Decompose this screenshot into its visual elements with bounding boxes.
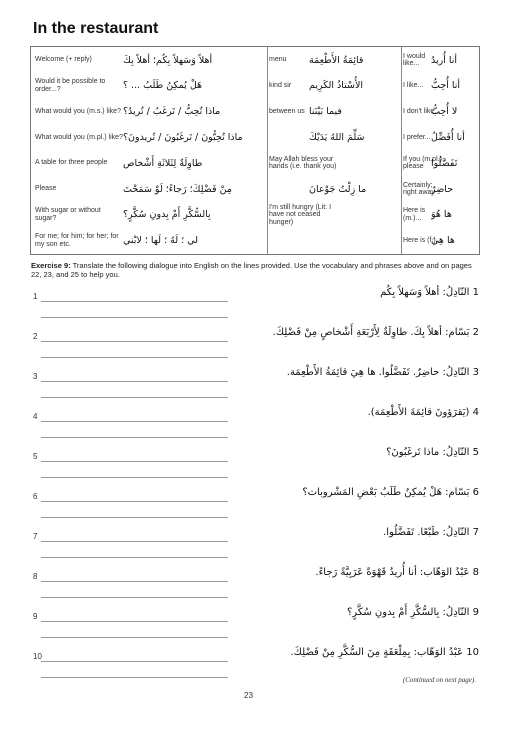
line-number: 7 bbox=[33, 532, 38, 541]
page-title: In the restaurant bbox=[33, 20, 159, 37]
line-number: 6 bbox=[33, 492, 38, 501]
answer-line[interactable] bbox=[41, 477, 228, 478]
dialogue-line bbox=[31, 323, 479, 363]
answer-line[interactable] bbox=[41, 461, 228, 462]
arabic-phrase: لا أُحِبُّ bbox=[431, 106, 458, 118]
english-phrase: I like... bbox=[403, 82, 424, 90]
english-phrase: between us bbox=[269, 107, 305, 115]
english-phrase: What would you (m.pl.) like? bbox=[35, 133, 123, 141]
answer-line[interactable] bbox=[41, 621, 228, 622]
arabic-phrase: قائِمَةُ الأَطْعِمَة bbox=[309, 54, 364, 66]
arabic-phrase: ماذا تُحِبُّونَ / تَرغَبُونَ / تُريدونَ؟ bbox=[123, 131, 243, 143]
english-phrase: Here is (m.)... bbox=[403, 207, 426, 222]
english-phrase: What would you (m.s.) like? bbox=[35, 107, 121, 115]
english-phrase: Would it be possible to order...? bbox=[35, 78, 106, 93]
english-phrase: Certainly; right away bbox=[403, 181, 435, 196]
dialogue-line bbox=[31, 283, 479, 323]
answer-line[interactable] bbox=[41, 541, 228, 542]
table-row bbox=[31, 99, 479, 125]
arabic-phrase: طاوِلَةٌ لِثَلاثَةِ أَشْخاص bbox=[123, 157, 203, 169]
line-number: 8 bbox=[33, 572, 38, 581]
answer-line[interactable] bbox=[41, 397, 228, 398]
dialogue-line bbox=[31, 603, 479, 643]
arabic-phrase: ما زِلْتُ جَوْعانَ bbox=[309, 183, 367, 195]
answer-line[interactable] bbox=[41, 357, 228, 358]
answer-line[interactable] bbox=[41, 597, 228, 598]
exercise-label: Exercise 9: bbox=[31, 261, 71, 270]
answer-line[interactable] bbox=[41, 317, 228, 318]
line-number: 3 bbox=[33, 372, 38, 381]
line-number: 2 bbox=[33, 332, 38, 341]
dialogue-line bbox=[31, 483, 479, 523]
answer-line[interactable] bbox=[41, 517, 228, 518]
table-row bbox=[31, 47, 479, 73]
arabic-phrase: ها هِيَ bbox=[431, 235, 455, 247]
table-row bbox=[31, 228, 479, 254]
arabic-dialogue-text: 7 النّادِلُ: طَبْعًا. تَفَضَّلُوا. bbox=[383, 527, 479, 538]
line-number: 10 bbox=[33, 652, 42, 661]
page-number: 23 bbox=[244, 691, 253, 700]
vocabulary-table bbox=[30, 46, 480, 255]
answer-line[interactable] bbox=[41, 421, 228, 422]
arabic-phrase: أنا أُريدُ bbox=[431, 54, 458, 66]
answer-line[interactable] bbox=[41, 501, 228, 502]
english-phrase: Please bbox=[35, 185, 57, 193]
answer-line[interactable] bbox=[41, 581, 228, 582]
arabic-dialogue-text: 3 النّادِلُ: حاضِرٌ. تَفَضَّلُوا. ها هِيَ قائِمَةُ الأَطْعِمَة. bbox=[286, 367, 479, 378]
english-phrase: I would like... bbox=[403, 52, 426, 67]
arabic-dialogue-text: 5 النّادِلُ: ماذا تَرغَبُونَ؟ bbox=[386, 447, 479, 458]
line-number: 4 bbox=[33, 412, 38, 421]
arabic-dialogue-text: 8 عَبْدُ الوَهّاب: أنا أُريدُ قَهْوَةً عَرَبِيَّةً رَجاءً. bbox=[315, 567, 479, 578]
arabic-phrase: أهلاً وَسَهلاً بِكُم؛ أهلاً بِكَ bbox=[123, 54, 213, 66]
dialogue-line bbox=[31, 443, 479, 483]
english-phrase: menu bbox=[269, 56, 287, 64]
line-number: 5 bbox=[33, 452, 38, 461]
arabic-phrase: هَلْ يُمكِنُ طَلَبُ ... ؟ bbox=[123, 80, 203, 92]
arabic-phrase: ماذا تُحِبُّ / تَرغَبُ / تُريدُ؟ bbox=[123, 106, 221, 118]
table-row bbox=[31, 150, 479, 176]
english-phrase: Welcome (+ reply) bbox=[35, 56, 92, 64]
table-row bbox=[31, 202, 479, 228]
line-number: 9 bbox=[33, 612, 38, 621]
answer-line[interactable] bbox=[41, 341, 228, 342]
dialogue-line bbox=[31, 363, 479, 403]
english-phrase: kind sir bbox=[269, 82, 292, 90]
arabic-dialogue-text: 9 النّادِلُ: بِالسُّكَّرِ أَمْ بِدونِ سُكَّرٍ؟ bbox=[347, 607, 479, 618]
english-phrase: If you (m.pl.) please bbox=[403, 155, 442, 171]
table-row bbox=[31, 73, 479, 99]
english-phrase: For me; for him; for her; for my son etc. bbox=[35, 233, 119, 248]
arabic-phrase: أنا أُفَضِّلُ bbox=[431, 131, 465, 143]
continued-note: (Continued on next page). bbox=[402, 676, 476, 684]
arabic-phrase: أنا أُحِبُّ bbox=[431, 80, 461, 92]
arabic-phrase: ها هُوَ bbox=[431, 209, 452, 221]
arabic-phrase: فيما بَيْنَنا bbox=[309, 106, 342, 118]
english-phrase: With sugar or without sugar? bbox=[35, 207, 101, 222]
arabic-phrase bbox=[309, 150, 402, 176]
answer-line[interactable] bbox=[41, 557, 228, 558]
dialogue-line bbox=[31, 403, 479, 443]
english-phrase: I prefer... bbox=[403, 133, 431, 141]
answer-line[interactable] bbox=[41, 637, 228, 638]
arabic-dialogue-text: 1 النّادِلُ: أهلاً وَسَهلاً بِكُم bbox=[380, 287, 479, 298]
arabic-phrase: مِنْ فَضْلِكَ؛ رَجاءً؛ لَوْ سَمَحْتَ bbox=[123, 183, 232, 195]
english-phrase: I don't like... bbox=[403, 107, 441, 115]
answer-line[interactable] bbox=[41, 661, 228, 662]
arabic-phrase: تَفَضَّلُوا bbox=[431, 157, 458, 169]
answer-line[interactable] bbox=[41, 437, 228, 438]
exercise-text: Translate the following dialogue into English on the lines provided. Use the vocabulary and phrases above and on pages 22, 23, and 25 to help you. bbox=[31, 261, 472, 279]
english-phrase: May Allah bless your hands (i.e. thank you) bbox=[269, 155, 337, 171]
arabic-phrase: لي ؛ لَهُ ؛ لَها ؛ لابْني bbox=[123, 235, 198, 247]
arabic-phrase: بِالسُّكَّرِ أَمْ بِدونِ سُكَّرٍ؟ bbox=[123, 209, 211, 221]
arabic-dialogue-text: 2 بَسّام: أهلاً بِكَ. طاوِلَةٌ لِأَرْبَعَةِ أَشْخاصٍ مِنْ فَضْلِكَ. bbox=[272, 327, 479, 338]
arabic-dialogue-text: 4 (يَقرَؤونَ قائِمَةَ الأَطْعِمَة). bbox=[367, 407, 479, 418]
table-row bbox=[31, 176, 479, 202]
line-number: 1 bbox=[33, 292, 38, 301]
dialogue-line bbox=[31, 563, 479, 603]
arabic-phrase: حاضِرٌ bbox=[431, 183, 454, 195]
arabic-phrase: الأُسْتاذُ الكَرِيم bbox=[309, 80, 364, 92]
english-phrase: I'm still hungry (Lit: I have not ceased hunger) bbox=[269, 203, 332, 226]
answer-line[interactable] bbox=[41, 677, 228, 678]
table-row bbox=[31, 124, 479, 150]
english-phrase: A table for three people bbox=[35, 159, 108, 167]
answer-line[interactable] bbox=[41, 381, 228, 382]
exercise-instructions bbox=[31, 261, 479, 279]
arabic-phrase bbox=[309, 202, 402, 228]
arabic-phrase: سَلِّمَ اللهُ يَدَيْكَ bbox=[309, 131, 365, 143]
arabic-dialogue-text: 6 بَسّام: هَلْ يُمكِنُ طَلَبُ بَعْضِ المَشْروبات؟ bbox=[302, 487, 479, 498]
arabic-phrase bbox=[309, 228, 402, 254]
arabic-dialogue-text: 10 عَبْدُ الوَهّاب: بِمِلْعَقَةٍ مِنَ السُّكَّرِ مِنْ فَضْلِكَ. bbox=[290, 647, 479, 658]
english-phrase: Here is (f.)... bbox=[403, 236, 442, 244]
dialogue-line bbox=[31, 523, 479, 563]
answer-line[interactable] bbox=[41, 301, 228, 302]
